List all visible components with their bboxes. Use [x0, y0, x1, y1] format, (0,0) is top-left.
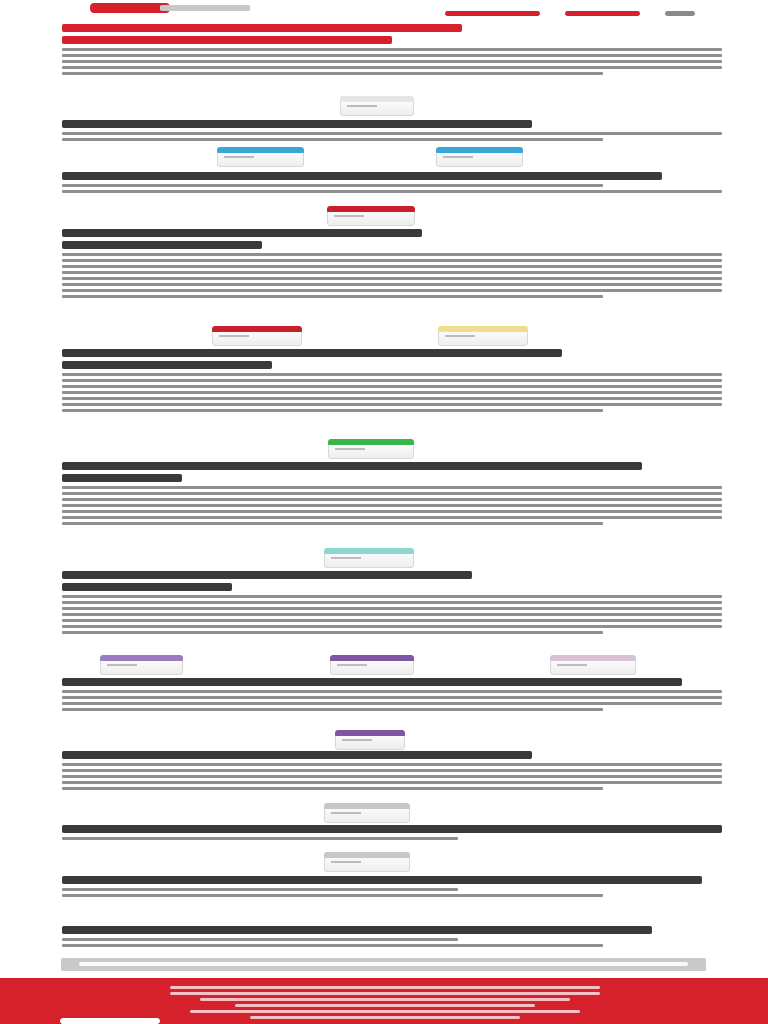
section-title	[62, 24, 462, 32]
section-paragraph-line	[62, 522, 603, 525]
section-7	[62, 571, 722, 637]
product-tub[interactable]	[100, 655, 183, 675]
nav-item[interactable]	[665, 11, 695, 16]
section-title	[62, 825, 722, 833]
section-paragraph-line	[62, 265, 722, 268]
section-paragraph-line	[62, 190, 722, 193]
site-header	[0, 0, 768, 22]
tub-label	[331, 861, 361, 863]
section-5	[62, 349, 722, 415]
footer-link[interactable]	[170, 992, 600, 995]
tub-lid	[438, 326, 528, 332]
section-8	[62, 678, 722, 714]
section-paragraph-line	[62, 289, 722, 292]
section-title	[62, 678, 682, 686]
product-tub[interactable]	[335, 730, 405, 750]
section-paragraph-line	[62, 283, 722, 286]
product-tub[interactable]	[327, 206, 415, 226]
section-12	[62, 926, 722, 950]
section-paragraph	[62, 837, 458, 840]
section-paragraph-line	[62, 271, 722, 274]
footer-link[interactable]	[190, 1010, 580, 1013]
section-paragraph-line	[62, 696, 722, 699]
section-paragraph-line	[62, 72, 603, 75]
footer-logo	[60, 1018, 160, 1024]
product-tub[interactable]	[324, 852, 410, 872]
section-paragraph	[62, 938, 458, 941]
section-title	[62, 571, 472, 579]
section-paragraph	[62, 888, 458, 891]
product-tub[interactable]	[324, 548, 414, 568]
tub-label	[337, 664, 367, 666]
section-title	[62, 876, 702, 884]
section-paragraph	[62, 184, 603, 187]
section-paragraph-line	[62, 769, 722, 772]
section-paragraph-line	[62, 781, 722, 784]
section-11	[62, 876, 722, 900]
tub-label	[331, 812, 361, 814]
footer-link[interactable]	[170, 986, 600, 989]
section-title-line	[62, 36, 392, 44]
tub-label	[342, 739, 372, 741]
footer-link[interactable]	[200, 998, 570, 1001]
section-title-line	[62, 474, 182, 482]
section-3	[62, 172, 722, 196]
tub-lid	[212, 326, 302, 332]
section-paragraph-line	[62, 54, 722, 57]
section-paragraph	[62, 690, 722, 693]
section-title	[62, 172, 662, 180]
tub-label	[331, 557, 361, 559]
footer-link[interactable]	[250, 1016, 520, 1019]
section-6	[62, 462, 722, 528]
tub-lid	[550, 655, 636, 661]
tub-label	[443, 156, 473, 158]
tub-lid	[100, 655, 183, 661]
section-title	[62, 229, 422, 237]
section-paragraph-line	[62, 277, 722, 280]
tub-lid	[324, 803, 410, 809]
tub-lid	[335, 730, 405, 736]
section-title	[62, 349, 562, 357]
tub-lid	[330, 655, 414, 661]
footer-link[interactable]	[235, 1004, 535, 1007]
section-9	[62, 751, 722, 793]
section-paragraph	[62, 763, 722, 766]
tub-label	[335, 448, 365, 450]
tub-lid	[328, 439, 414, 445]
section-title	[62, 120, 532, 128]
site-footer	[0, 978, 768, 1024]
section-paragraph-line	[62, 295, 603, 298]
section-paragraph-line	[62, 625, 722, 628]
section-paragraph-line	[62, 138, 603, 141]
section-2	[62, 120, 722, 144]
tub-lid	[324, 548, 414, 554]
tub-lid	[324, 852, 410, 858]
tub-label	[334, 215, 364, 217]
section-paragraph-line	[62, 787, 603, 790]
section-paragraph-line	[62, 397, 722, 400]
section-paragraph-line	[62, 504, 722, 507]
cta-label	[79, 962, 688, 966]
product-tub[interactable]	[340, 96, 414, 116]
tub-lid	[436, 147, 523, 153]
section-paragraph-line	[62, 385, 722, 388]
tub-label	[219, 335, 249, 337]
section-paragraph-line	[62, 613, 722, 616]
section-paragraph-line	[62, 391, 722, 394]
section-paragraph-line	[62, 259, 722, 262]
product-tub[interactable]	[212, 326, 302, 346]
tub-label	[445, 335, 475, 337]
section-title	[62, 926, 652, 934]
section-4	[62, 229, 722, 301]
section-title-line	[62, 583, 232, 591]
brand-logo[interactable]	[90, 3, 170, 13]
section-title	[62, 462, 642, 470]
section-paragraph-line	[62, 66, 722, 69]
tub-label	[347, 105, 377, 107]
section-paragraph-line	[62, 619, 722, 622]
section-paragraph	[62, 595, 722, 598]
product-tub[interactable]	[324, 803, 410, 823]
product-tub[interactable]	[328, 439, 414, 459]
section-paragraph	[62, 253, 722, 256]
section-paragraph-line	[62, 631, 603, 634]
cta-button[interactable]	[61, 958, 706, 971]
tub-lid	[327, 206, 415, 212]
section-paragraph-line	[62, 708, 603, 711]
product-tub[interactable]	[550, 655, 636, 675]
section-intro	[62, 24, 722, 78]
section-paragraph-line	[62, 403, 722, 406]
tub-lid	[217, 147, 304, 153]
nav-item[interactable]	[445, 11, 540, 16]
section-paragraph-line	[62, 60, 722, 63]
brand-tagline	[160, 5, 250, 11]
section-paragraph-line	[62, 607, 722, 610]
section-title-line	[62, 361, 272, 369]
tub-label	[107, 664, 137, 666]
section-paragraph-line	[62, 498, 722, 501]
section-paragraph	[62, 132, 722, 135]
section-paragraph	[62, 48, 722, 51]
section-title-line	[62, 241, 262, 249]
section-paragraph-line	[62, 775, 722, 778]
section-10	[62, 825, 722, 843]
section-paragraph-line	[62, 379, 722, 382]
section-paragraph-line	[62, 492, 722, 495]
section-paragraph-line	[62, 510, 722, 513]
tub-lid	[340, 96, 414, 102]
section-title	[62, 751, 532, 759]
tub-label	[557, 664, 587, 666]
section-paragraph-line	[62, 601, 722, 604]
section-paragraph	[62, 373, 722, 376]
section-paragraph	[62, 486, 722, 489]
section-paragraph-line	[62, 409, 603, 412]
nav-item[interactable]	[565, 11, 640, 16]
product-tub[interactable]	[436, 147, 523, 167]
tub-label	[224, 156, 254, 158]
product-tub[interactable]	[217, 147, 304, 167]
section-paragraph-line	[62, 944, 603, 947]
section-paragraph-line	[62, 516, 722, 519]
section-paragraph-line	[62, 702, 722, 705]
product-tub[interactable]	[330, 655, 414, 675]
section-paragraph-line	[62, 894, 603, 897]
product-tub[interactable]	[438, 326, 528, 346]
